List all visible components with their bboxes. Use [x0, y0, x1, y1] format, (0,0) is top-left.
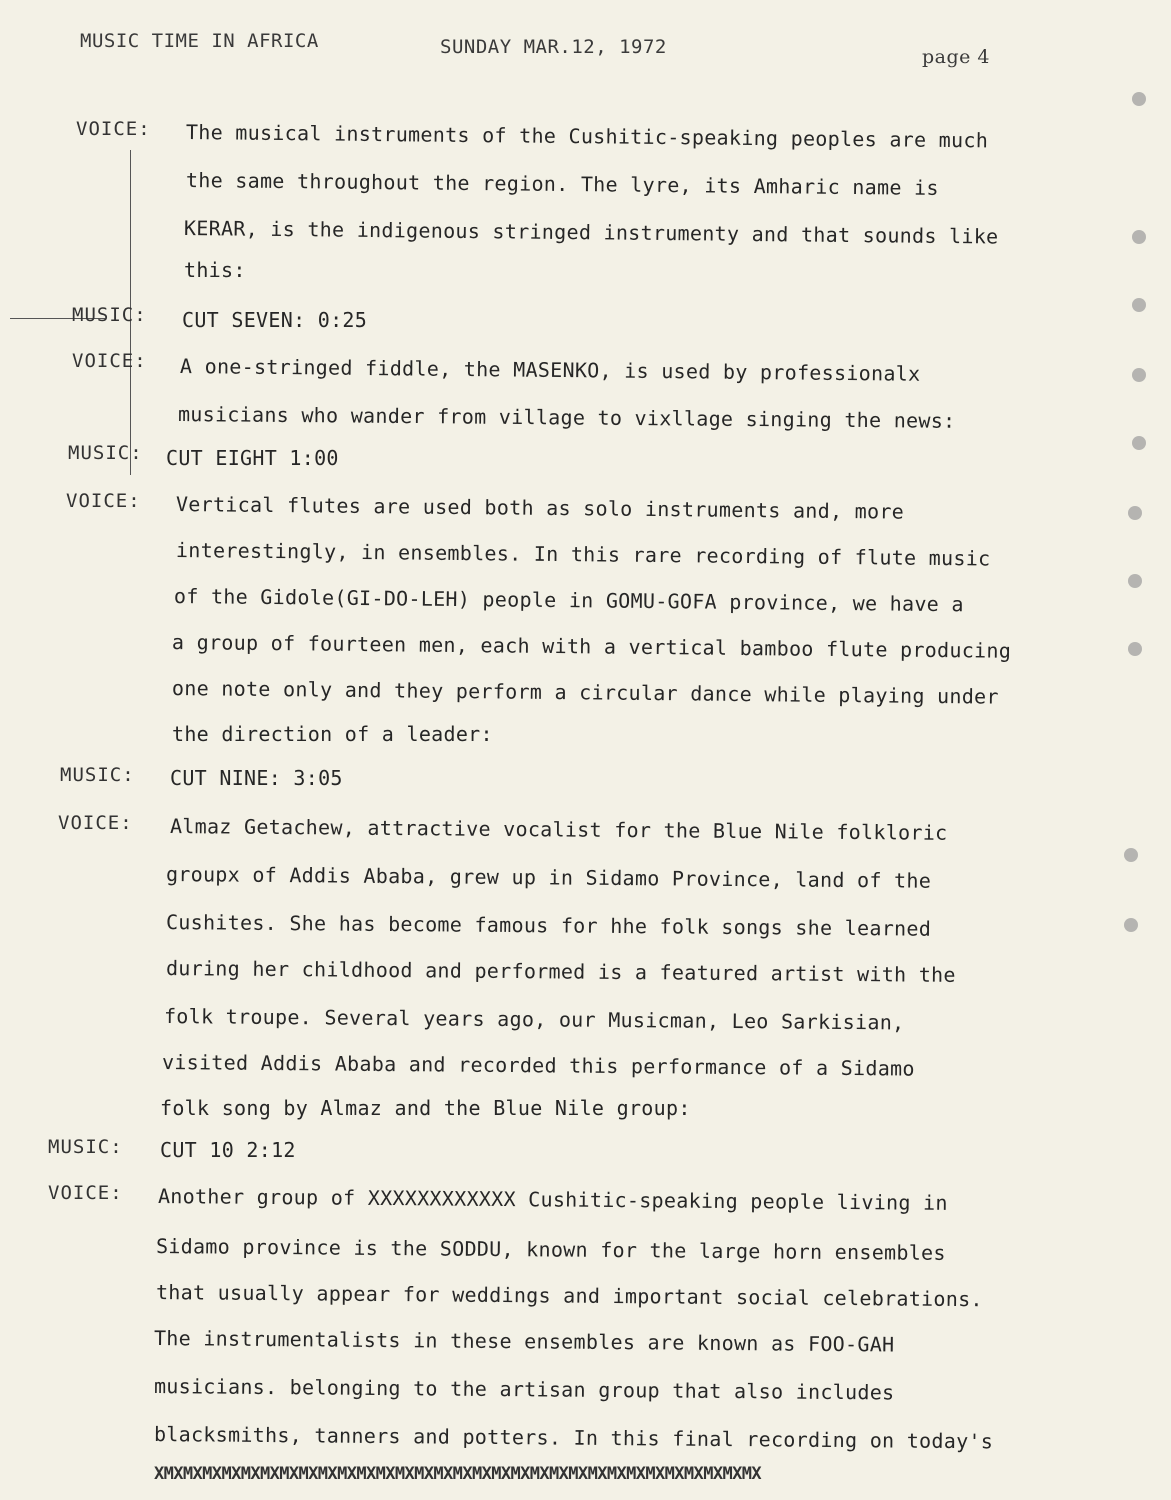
cue-label: MUSIC:	[72, 304, 147, 326]
speaker-label: VOICE:	[76, 118, 151, 140]
script-line: blacksmiths, tanners and potters. In this final recording on today's	[153, 1422, 994, 1454]
binding-hole	[1132, 92, 1146, 106]
struck-out-line: XMXMXMXMXMXMXMXMXMXMXMXMXMXMXMXMXMXMXMXMXMXMXMXMXMXMXMXMXMXMXMX	[154, 1464, 761, 1484]
script-line: Another group of XXXXXXXXXXXX Cushitic-speaking people living in	[157, 1184, 948, 1215]
cue-label: MUSIC:	[48, 1136, 123, 1158]
script-line: Sidamo province is the SODDU, known for the large horn ensembles	[155, 1234, 946, 1265]
script-line: Cushites. She has become famous for hhe folk songs she learned	[165, 910, 932, 941]
script-line: that usually appear for weddings and important social celebrations.	[155, 1280, 983, 1312]
script-line: this:	[184, 258, 246, 282]
broadcast-date: SUNDAY MAR.12, 1972	[440, 36, 667, 58]
script-line: musicians who wander from village to vixllage singing the news:	[177, 402, 956, 433]
script-line: folk song by Almaz and the Blue Nile group:	[160, 1096, 691, 1120]
script-line: visited Addis Ababa and recorded this performance of a Sidamo	[161, 1050, 915, 1081]
cue-label: MUSIC:	[60, 764, 135, 786]
speaker-label: VOICE:	[66, 490, 141, 512]
music-cue: CUT 10 2:12	[160, 1138, 296, 1162]
script-line: one note only and they perform a circular dance while playing under	[171, 676, 999, 709]
script-line: A one-stringed fiddle, the MASENKO, is used by professionalx	[179, 354, 921, 386]
script-line: Vertical flutes are used both as solo instruments and, more	[175, 492, 905, 524]
cue-label: MUSIC:	[68, 442, 143, 464]
binding-hole	[1128, 642, 1142, 656]
script-line: Almaz Getachew, attractive vocalist for the Blue Nile folkloric	[169, 814, 948, 845]
script-line: groupx of Addis Ababa, grew up in Sidamo Province, land of the	[165, 862, 932, 893]
script-line: The instrumentalists in these ensembles are known as FOO-GAH	[153, 1326, 895, 1357]
script-line: a group of fourteen men, each with a vertical bamboo flute producing	[171, 630, 1012, 663]
binding-hole	[1128, 506, 1142, 520]
program-title: MUSIC TIME IN AFRICA	[80, 30, 319, 52]
music-cue: CUT SEVEN: 0:25	[182, 308, 368, 332]
music-cue: CUT EIGHT 1:00	[166, 446, 339, 470]
script-line: folk troupe. Several years ago, our Musicman, Leo Sarkisian,	[163, 1004, 905, 1035]
binding-hole	[1124, 848, 1138, 862]
speaker-label: VOICE:	[58, 812, 133, 834]
script-line: of the Gidole(GI-DO-LEH) people in GOMU-GOFA province, we have a	[173, 584, 964, 617]
script-line: KERAR, is the indigenous stringed instrumenty and that sounds like	[183, 216, 999, 249]
script-line: The musical instruments of the Cushitic-speaking peoples are much	[185, 120, 989, 153]
binding-hole	[1132, 230, 1146, 244]
music-cue: CUT NINE: 3:05	[170, 766, 343, 790]
speaker-label: VOICE:	[72, 350, 147, 372]
script-line: musicians. belonging to the artisan group that also includes	[153, 1374, 895, 1405]
binding-hole	[1124, 918, 1138, 932]
script-line: interestingly, in ensembles. In this rare recording of flute music	[175, 538, 991, 571]
binding-hole	[1132, 368, 1146, 382]
page-number: page 4	[922, 46, 991, 68]
speaker-label: VOICE:	[48, 1182, 123, 1204]
binding-hole	[1128, 574, 1142, 588]
script-line: during her childhood and performed is a featured artist with the	[165, 956, 956, 987]
script-line: the direction of a leader:	[172, 722, 493, 746]
binding-hole	[1132, 436, 1146, 450]
script-line: the same throughout the region. The lyre, its Amharic name is	[185, 168, 939, 200]
binding-hole	[1132, 298, 1146, 312]
